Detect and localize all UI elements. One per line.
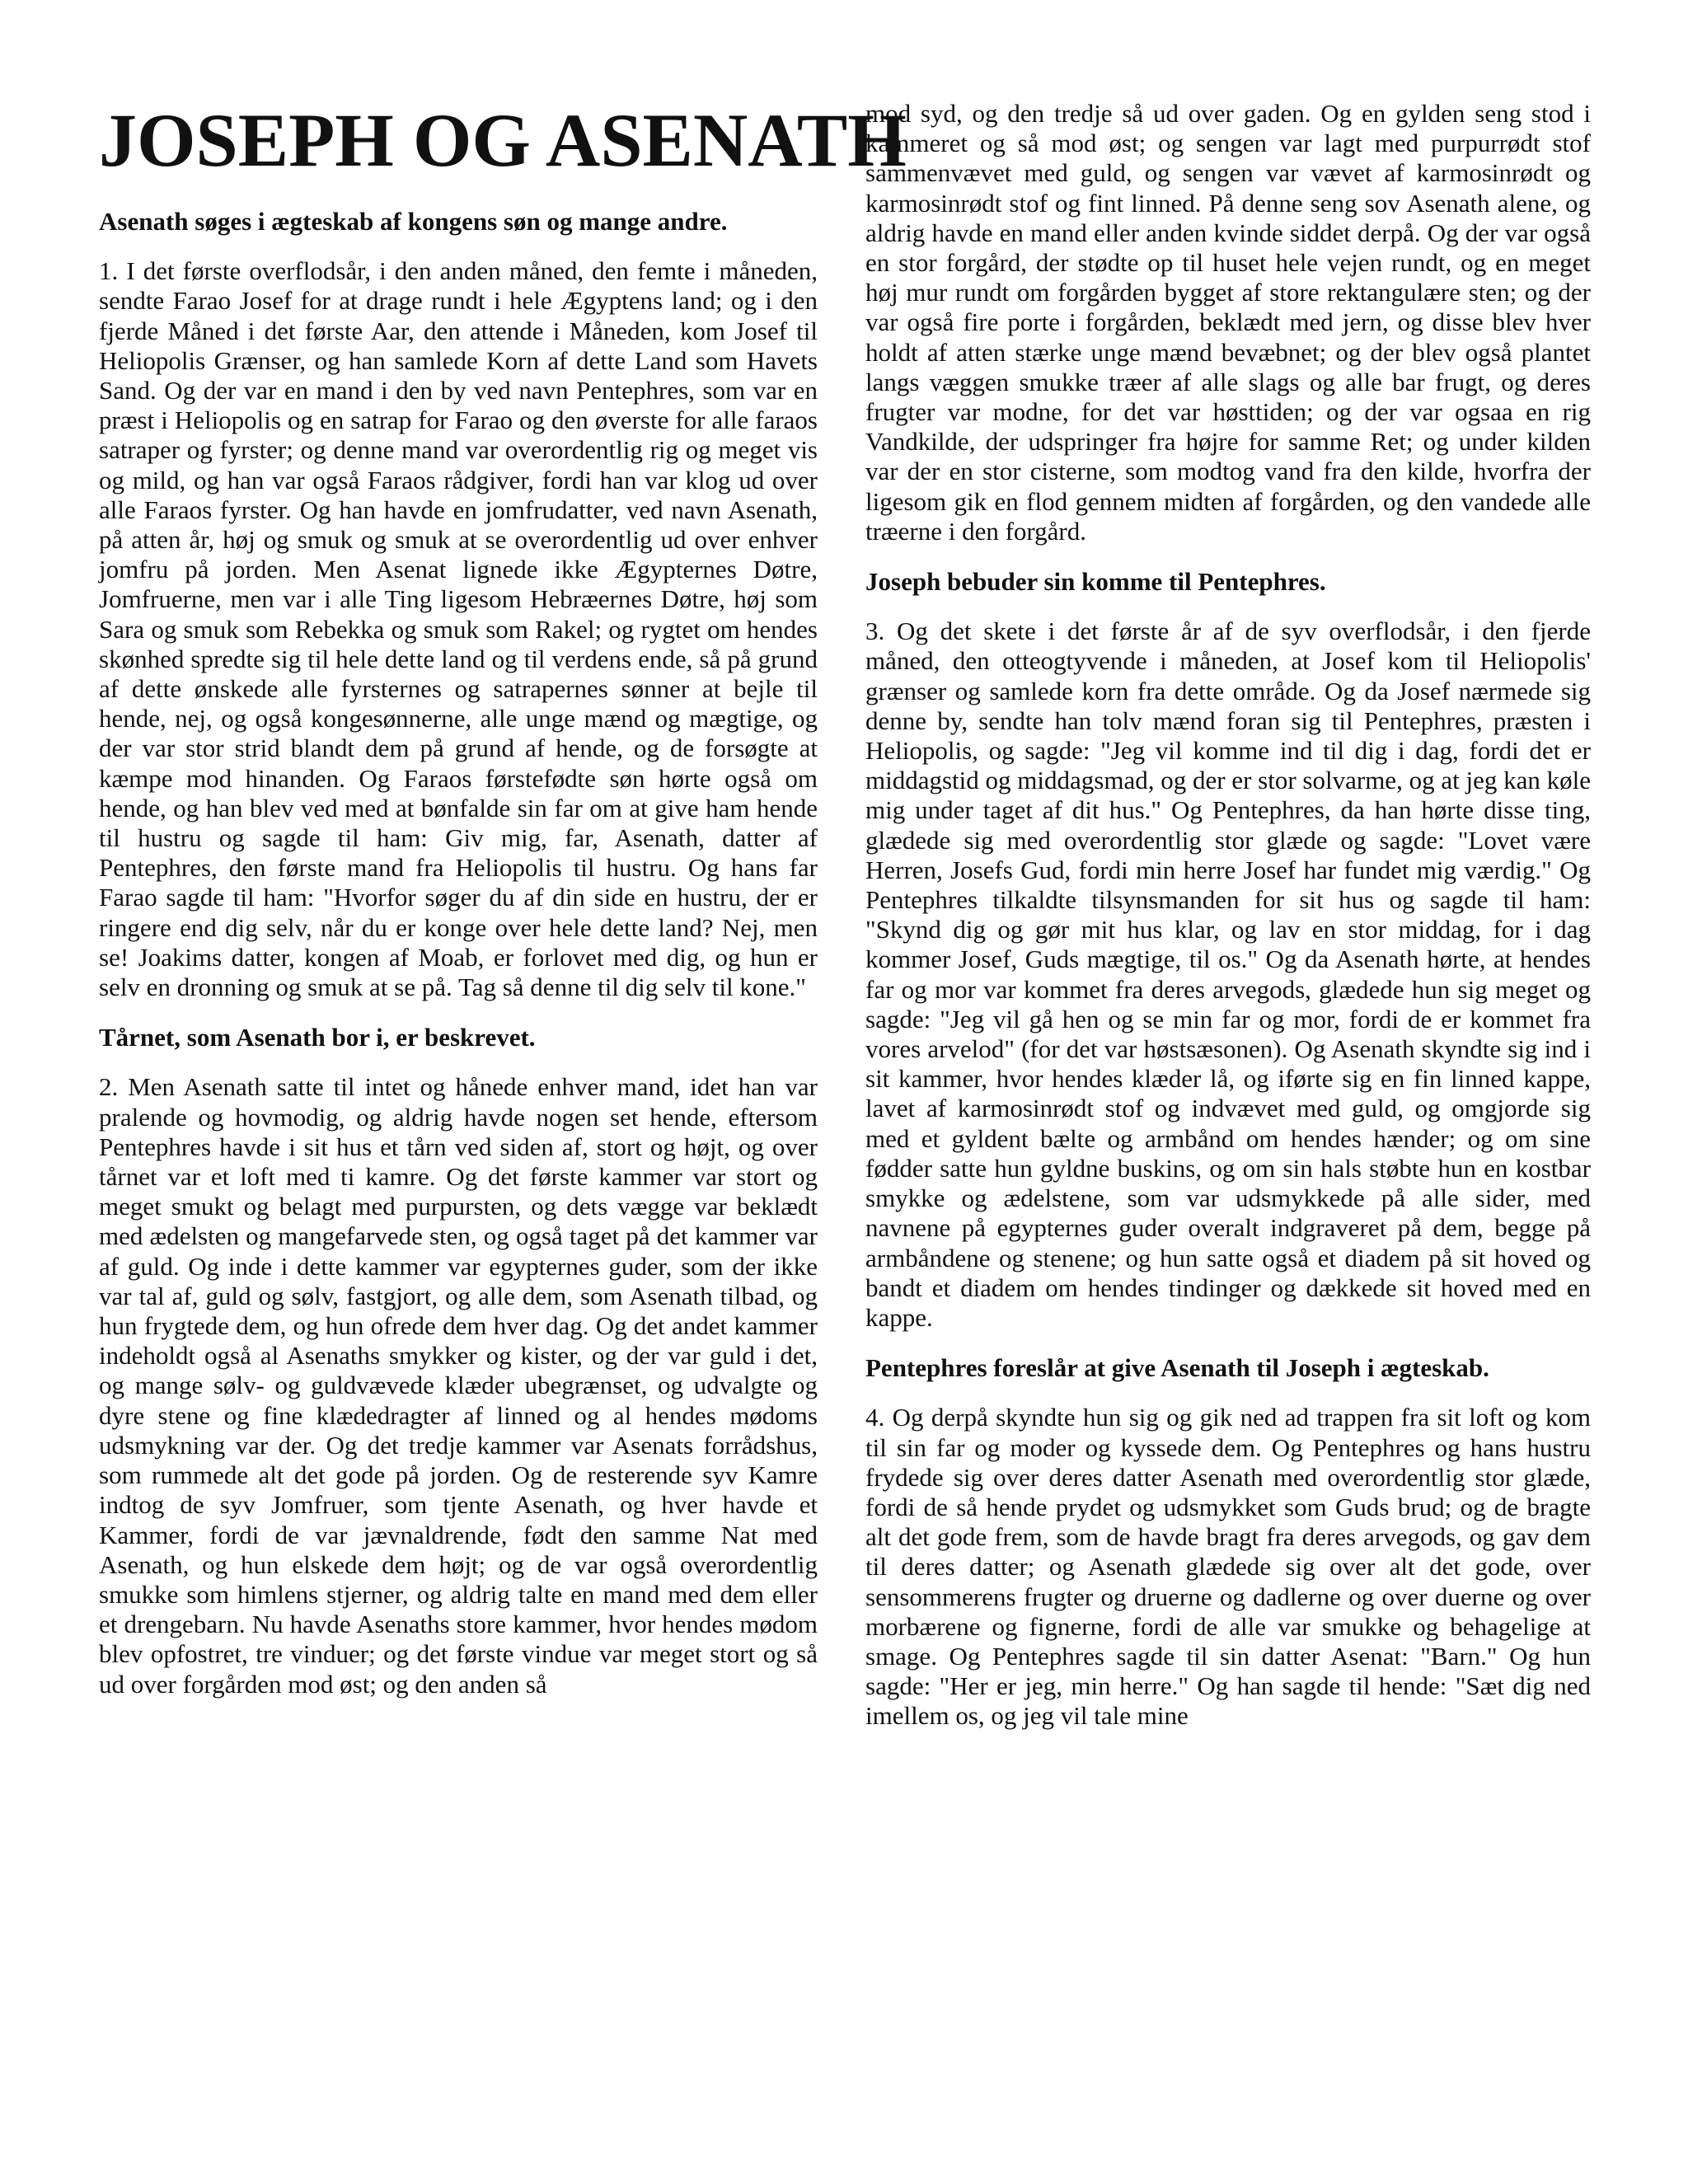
section-text-2-continuation: mod syd, og den tredje så ud over gaden. Og en gylden seng stod i kammeret og så mod øst; og sengen var lagt med purpurrødt stof sammenvævet med guld, og sengen var vævet af karmosinrødt og karmosinrødt stof og fint linned. På denne seng sov Asenath alene, og aldrig havde en mand eller anden kvinde siddet derpå. Og der var også en stor forgård, der stødte op til huset hele vejen rundt, og en meget høj mur rundt om forgården bygget af store rektangulære sten; og der var også fire porte i forgården, beklædt med jern, og disse blev hver holdt af atten stærke unge mænd bevæbnet; og der blev også plantet langs væggen smukke træer af alle slags og alle bar frugt, og deres frugter var modne, for det var høsttiden; og der var ogsaa en rig Vandkilde, der udspringer fra højre for samme Ret; og under kilden var der en stor cisterne, som modtog vand fra den kilde, hvorfra der ligesom gik en flod gennem midten af forgården, og den vandede alle træerne i den forgård.: [865, 99, 1591, 546]
section-text-1: 1. I det første overflodsår, i den anden måned, den femte i måneden, sendte Farao Josef for at drage rundt i hele Ægyptens land; og i den fjerde Måned i det første Aar, den attende i Måneden, kom Josef til Heliopolis Grænser, og han samlede Korn af dette Land som Havets Sand. Og der var en mand i den by ved navn Pentephres, som var en præst i Heliopolis og en satrap for Farao og den øverste for alle faraos satraper og fyrster; og denne mand var overordentlig rig og meget vis og mild, og han var også Faraos rådgiver, fordi han var klog ud over alle Faraos fyrster. Og han havde en jomfrudatter, ved navn Asenath, på atten år, høj og smuk og smuk at se overordentlig ud over enhver jomfru på jorden. Men Asenat lignede ikke Ægypternes Døtre, Jomfruerne, men var i alle Ting ligesom Hebræernes Døtre, høj som Sara og smuk som Rebekka og smuk som Rakel; og rygtet om hendes skønhed spredte sig til hele dette land og til verdens ende, så på grund af dette ønskede alle fyrsternes og satrapernes sønner at bejle til hende, nej, og også kongesønnerne, alle unge mænd og mægtige, og der var stor strid blandt dem på grund af hende, og de forsøgte at kæmpe mod hinanden. Og Faraos førstefødte søn hørte også om hende, og han blev ved med at bønfalde sin far om at give ham hende til hustru og sagde til ham: Giv mig, far, Asenath, datter af Pentephres, den første mand fra Heliopolis til hustru. Og hans far Farao sagde til ham: "Hvorfor søger du af din side en hustru, der er ringere end dig selv, når du er konge over hele dette land? Nej, men se! Joakims datter, kongen af Moab, er forlovet med dig, og hun er selv en dronning og smuk at se på. Tag så denne til dig selv til kone.": [99, 256, 818, 1002]
document-title: JOSEPH OG ASENATH: [99, 98, 907, 182]
section-text-2: 2. Men Asenath satte til intet og hånede enhver mand, idet han var pralende og hovmodig, og aldrig havde nogen set hende, eftersom Pentephres havde i sit hus et tårn ved siden af, stort og højt, og over tårnet var et loft med ti kamre. Og det første kammer var stort og meget smukt og belagt med purpursten, og dets vægge var beklædt med ædelsten og mangefarvede sten, og også taget på det kammer var af guld. Og inde i dette kammer var egypternes guder, som der ikke var tal af, guld og sølv, fastgjort, og alle dem, som Asenath tilbad, og hun frygtede dem, og hun ofrede dem hver dag. Og det andet kammer indeholdt også al Asenaths smykker og kister, og der var guld i det, og mange sølv- og guldvævede klæder ubegrænset, og udvalgte og dyre stene og fine klædedragter af linned og al hendes mødoms udsmykning var der. Og det tredje kammer var Asenats forrådshus, som rummede alt det gode på jorden. Og de resterende syv Kamre indtog de syv Jomfruer, som tjente Asenath, og hver havde et Kammer, fordi de var jævnaldrende, født den samme Nat med Asenath, og hun elskede dem højt; og de var også overordentlig smukke som himlens stjerner, og aldrig talte en mand med dem eller et drengebarn. Nu havde Asenaths store kammer, hvor hendes mødom blev opfostret, tre vinduer; og det første vindue var meget stort og så ud over forgården mod øst; og den anden så: [99, 1072, 818, 1699]
section-text-3: 3. Og det skete i det første år af de syv overflodsår, i den fjerde måned, den otteogtyvende i måneden, at Josef kom til Heliopolis' grænser og samlede korn fra dette område. Og da Josef nærmede sig denne by, sendte han tolv mænd foran sig til Pentephres, præsten i Heliopolis, og sagde: "Jeg vil komme ind til dig i dag, fordi det er middagstid og middagsmad, og der er stor solvarme, og at jeg kan køle mig under taget af dit hus." Og Pentephres, da han hørte disse ting, glædede sig med overordentlig stor glæde og sagde: "Lovet være Herren, Josefs Gud, fordi min herre Josef har fundet mig værdig." Og Pentephres tilkaldte tilsynsmanden for sit hus og sagde til ham: "Skynd dig og gør mit hus klar, og lav en stor middag, for i dag kommer Josef, Guds mægtige, til os." Og da Asenath hørte, at hendes far og mor var kommet fra deres arvegods, glædede hun sig meget og sagde: "Jeg vil gå hen og se min far og mor, fordi de er kommet fra vores arvelod" (for det var høstsæsonen). Og Asenath skyndte sig ind i sit kammer, hvor hendes klæder lå, og iførte sig en fin linned kappe, lavet af karmosinrødt stof og indvævet med guld, og omgjorde sig med et gyldent bælte og armbånd om hendes hænder; og om sine fødder satte hun gyldne buskins, og om sin hals støbte hun en kostbar smykke og ædelstene, som var udsmykkede på alle sider, med navnene på egypternes guder overalt indgraveret på dem, begge på armbåndene og stenene; og hun satte også et diadem på sit hoved og bandt et diadem om hendes tindinger og dækkede sit hoved med en kappe.: [865, 616, 1591, 1332]
section-heading-1: Asenath søges i ægteskab af kongens søn og mange andre.: [99, 207, 728, 236]
section-heading-2: Tårnet, som Asenath bor i, er beskrevet.: [99, 1023, 536, 1052]
section-heading-4: Pentephres foreslår at give Asenath til Joseph i ægteskab.: [865, 1353, 1489, 1383]
left-column: [99, 91, 907, 1719]
right-column: [865, 99, 1591, 1751]
section-text-4: 4. Og derpå skyndte hun sig og gik ned ad trappen fra sit loft og kom til sin far og moder og kyssede dem. Og Pentephres og hans hustru frydede sig over deres datter Asenath med overordentlig stor glæde, fordi de så hende prydet og udsmykket som Guds brud; og de bragte alt det gode frem, som de havde bragt fra deres arvegods, og gav dem til deres datter; og Asenath glædede sig over alt det gode, over sensommerens frugter og druerne og dadlerne og over duerne og over morbærene og fignerne, fordi de alle var smukke og behagelige at smage. Og Pentephres sagde til sin datter Asenat: "Barn." Og hun sagde: "Her er jeg, min herre." Og han sagde til hende: "Sæt dig ned imellem os, og jeg vil tale mine: [865, 1403, 1591, 1731]
section-heading-3: Joseph bebuder sin komme til Pentephres.: [865, 567, 1326, 597]
